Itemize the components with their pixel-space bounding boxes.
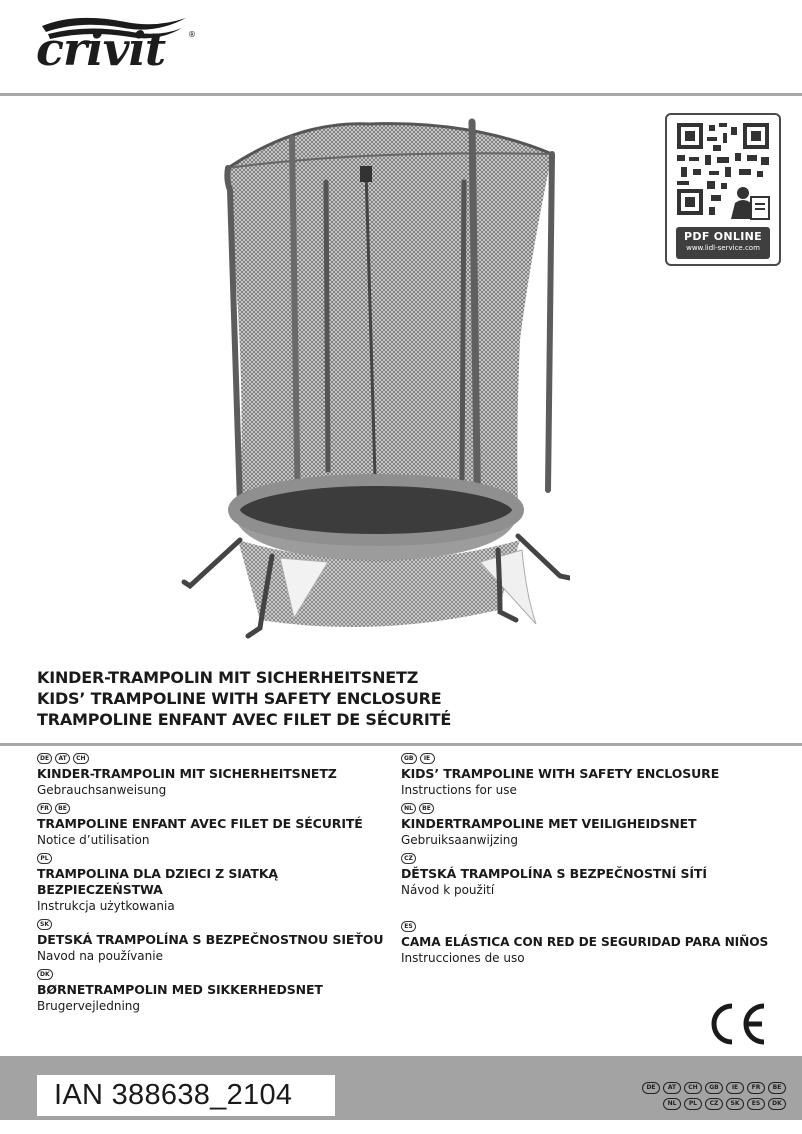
lang-entry-subtitle: Instructions for use <box>401 783 517 797</box>
middle-divider <box>0 743 802 746</box>
pdf-online-label: PDF ONLINE <box>684 230 762 243</box>
country-badge: BE <box>55 803 70 814</box>
country-badge: AT <box>55 753 70 764</box>
ian-box <box>37 1075 335 1116</box>
lidl-service-url: www.lidl-service.com <box>686 244 760 252</box>
footer-badge: CZ <box>705 1098 723 1110</box>
lang-entry-fr[interactable] <box>37 801 387 849</box>
country-badge: CZ <box>401 853 416 864</box>
country-badge: BE <box>419 803 434 814</box>
country-badge: FR <box>37 803 52 814</box>
title-gb: KIDS’ TRAMPOLINE WITH SAFETY ENCLOSURE <box>37 689 442 708</box>
brand-logo <box>36 12 206 82</box>
lang-entry-subtitle: Gebrauchsanweisung <box>37 783 167 797</box>
country-badge: DK <box>37 969 53 980</box>
lang-entry-title: CAMA ELÁSTICA CON RED DE SEGURIDAD PARA NIÑOS <box>401 935 769 949</box>
language-list-left <box>37 751 387 1017</box>
lang-entry-subtitle: Notice d’utilisation <box>37 833 150 847</box>
footer-badge: ES <box>747 1098 765 1110</box>
footer-badge: PL <box>684 1098 702 1110</box>
country-badge: NL <box>401 803 416 814</box>
lang-entry-dk[interactable] <box>37 967 387 1015</box>
lang-entry-title: DETSKÁ TRAMPOLÍNA S BEZPEČNOSTNOU SIEŤOU <box>37 932 384 947</box>
registered-mark: ® <box>188 30 196 39</box>
trampoline-illustration <box>180 110 570 650</box>
pdf-online-badge <box>676 227 770 259</box>
footer-badge: DK <box>768 1098 786 1110</box>
lang-entry-pl[interactable] <box>37 851 387 915</box>
lang-entry-title: KINDERTRAMPOLINE MET VEILIGHEIDSNET <box>401 816 697 831</box>
footer-badge: CH <box>684 1082 702 1094</box>
country-badge: CH <box>73 753 88 764</box>
footer-badge: FR <box>747 1082 765 1094</box>
footer-badge: GB <box>705 1082 723 1094</box>
lang-entry-title: TRAMPOLINA DLA DZIECI Z SIATKĄ BEZPIECZEŃSTWA <box>37 866 278 897</box>
language-list-right <box>401 751 796 969</box>
country-badge: SK <box>37 919 52 930</box>
footer-badge: AT <box>663 1082 681 1094</box>
lang-entry-subtitle: Instrucciones de uso <box>401 951 525 965</box>
country-badge: IE <box>420 753 435 764</box>
pdf-online-qr[interactable] <box>665 113 781 266</box>
top-divider <box>0 93 802 96</box>
qr-code-icon <box>677 123 771 223</box>
lang-entry-subtitle: Navod na používanie <box>37 949 163 963</box>
country-badge: DE <box>37 753 52 764</box>
lang-entry-subtitle: Gebruiksaanwijzing <box>401 833 519 847</box>
ce-mark-icon <box>706 1000 768 1048</box>
footer-badge: DE <box>642 1082 660 1094</box>
lang-entry-sk[interactable] <box>37 917 387 965</box>
lang-entry-gb[interactable] <box>401 751 796 799</box>
ian-number: IAN 388638_2104 <box>54 1079 293 1111</box>
footer-badge: NL <box>663 1098 681 1110</box>
country-badge: ES <box>401 921 416 932</box>
lang-entry-subtitle: Instrukcja użytkowania <box>37 899 175 913</box>
country-badge: GB <box>401 753 417 764</box>
country-badge: PL <box>37 853 52 864</box>
bottom-margin <box>0 1120 802 1134</box>
lang-entry-cz[interactable] <box>401 851 796 899</box>
lang-entry-subtitle: Návod k použití <box>401 883 495 897</box>
product-titles <box>37 667 451 730</box>
footer-badge: SK <box>726 1098 744 1110</box>
lang-entry-title: KIDS’ TRAMPOLINE WITH SAFETY ENCLOSURE <box>401 766 720 781</box>
lang-entry-title: TRAMPOLINE ENFANT AVEC FILET DE SÉCURITÉ <box>37 816 363 831</box>
lang-entry-title: BØRNETRAMPOLIN MED SIKKERHEDSNET <box>37 982 323 997</box>
lang-entry-de[interactable] <box>37 751 387 799</box>
lang-entry-title: KINDER-TRAMPOLIN MIT SICHERHEITSNETZ <box>37 766 337 781</box>
footer-country-badges <box>616 1082 786 1114</box>
lang-entry-es[interactable] <box>401 919 796 967</box>
lang-entry-nl[interactable] <box>401 801 796 849</box>
logo-wordmark: crivit <box>36 22 166 76</box>
footer-badge: BE <box>768 1082 786 1094</box>
footer-badge: IE <box>726 1082 744 1094</box>
title-de: KINDER-TRAMPOLIN MIT SICHERHEITSNETZ <box>37 668 419 687</box>
title-fr: TRAMPOLINE ENFANT AVEC FILET DE SÉCURITÉ <box>37 710 452 729</box>
lang-entry-title: DĚTSKÁ TRAMPOLÍNA S BEZPEČNOSTNÍ SÍTÍ <box>401 866 707 881</box>
lang-entry-subtitle: Brugervejledning <box>37 999 141 1013</box>
